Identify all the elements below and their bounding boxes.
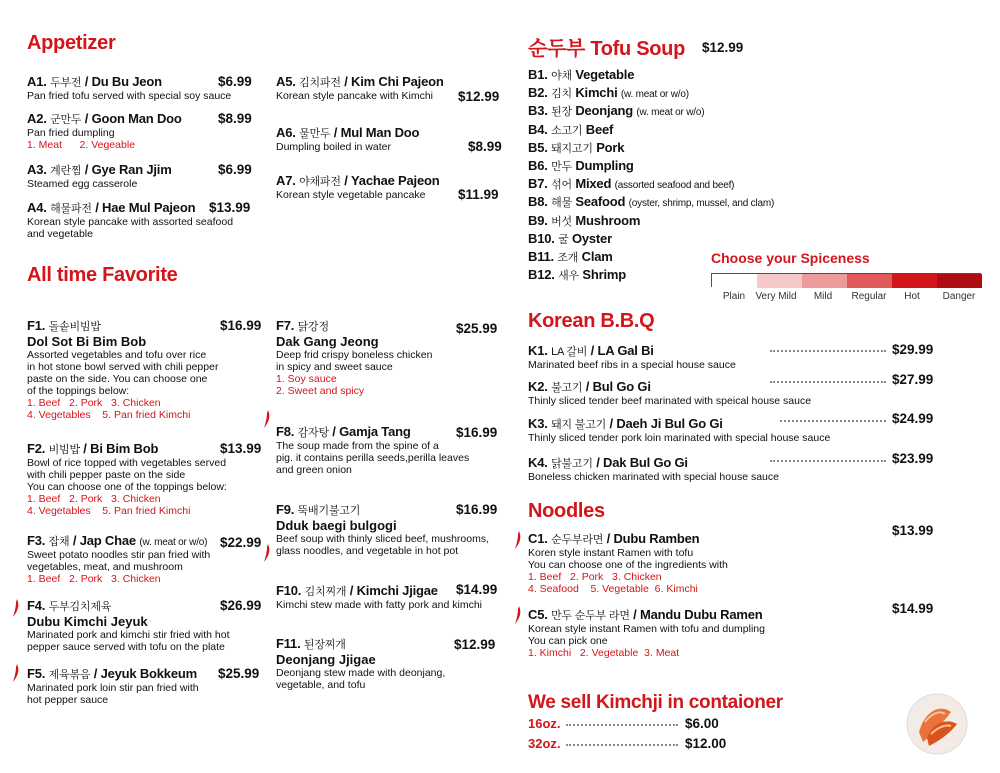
chili-pepper-icon (263, 544, 271, 562)
menu-item-a2: A2. 군만두 / Goon Man Doo Pan fried dumpling 1. Meat 2. Vegeable (27, 111, 255, 151)
item-price: $14.99 (456, 582, 498, 597)
item-code: K1. (528, 343, 548, 358)
menu-item-f8: F8. 감자탕 / Gamja Tang The soup made from the spine of a pig. it contains perilla seeds,perilla leaves and green onion (276, 424, 506, 476)
chili-pepper-icon (514, 531, 522, 549)
item-description-line: paste on the side. You can choose one (27, 373, 208, 385)
item-name: Oyster (571, 230, 612, 246)
item-korean-name: 김치 (551, 88, 572, 101)
item-korean-name: 김치파전 (299, 77, 341, 89)
item-code: B4. (528, 121, 548, 137)
leader-dots (566, 724, 678, 726)
item-name: Dduk baegi bulgogi (276, 518, 397, 533)
item-code: C5. (528, 607, 548, 622)
item-name: Clam (581, 248, 613, 264)
item-code: B3. (528, 103, 548, 119)
item-name: Mul Man Doo (340, 125, 420, 140)
item-description-line: in spicy and sweet sauce (276, 361, 393, 373)
item-korean-name: 돌솥비빔밥 (48, 321, 101, 333)
item-code: B6. (528, 157, 548, 173)
item-name: Mixed (575, 176, 612, 192)
item-price: $22.99 (220, 535, 262, 550)
item-code: F8. (276, 424, 295, 439)
item-description-line: of the toppings below: (27, 385, 130, 397)
spice-label: Plain (722, 291, 746, 302)
menu-item-k2: K2. 불고기 / Bul Go Gi Thinly sliced tender beef marinated with speical house sauce (528, 379, 812, 407)
item-options-line: 1. Beef 2. Pork 3. Chicken (27, 493, 161, 505)
item-korean-name: 야채 (551, 70, 572, 82)
item-code: B12. (528, 267, 555, 283)
leader-dots (780, 420, 886, 422)
menu-item-a6: A6. 물만두 / Mul Man Doo Dumpling boiled in water (276, 125, 504, 153)
tofu-soup-heading (528, 32, 685, 61)
tofu-item (528, 103, 774, 121)
spice-level-regular (847, 274, 892, 288)
tofu-soup-price: $12.99 (702, 40, 744, 55)
item-name: Gamja Tang (339, 424, 411, 439)
tofu-soup-heading-korean: 순두부 (528, 38, 586, 60)
item-name: Goon Man Doo (91, 111, 182, 126)
item-description-line: Marinated pork loin stir pan fried with (27, 682, 199, 694)
item-korean-name: 순두부라면 (551, 534, 604, 546)
item-korean-name: 새우 (558, 270, 579, 283)
menu-item-a7: A7. 야채파전 / Yachae Pajeon Korean style vegetable pancake (276, 173, 504, 201)
item-name: Dumpling (575, 157, 634, 173)
item-name: Seafood (575, 194, 626, 210)
item-options-line: 4. Vegetables 5. Pan fried Kimchi (27, 505, 191, 517)
item-price: $13.99 (209, 200, 251, 215)
item-code: F9. (276, 502, 295, 517)
item-name: Gye Ran Jjim (91, 162, 172, 177)
item-price: $26.99 (220, 598, 262, 613)
item-code: B2. (528, 85, 548, 101)
menu-item-a1: A1. 두부전 / Du Bu Jeon Pan fried tofu served with special soy sauce (27, 74, 255, 102)
tofu-item (528, 213, 774, 231)
item-korean-name: 닭강정 (297, 321, 329, 333)
menu-item-c1: C1. 순두부라면 / Dubu Ramben Koren style instant Ramen with tofu You can choose one of the ingredients with 1. Beef 2. Pork 3. Chicken 4. Seafood 5. Vegetable 6. Kimchi (528, 531, 728, 595)
item-name: Kimchi (575, 85, 618, 101)
item-code: B8. (528, 194, 548, 210)
item-description: Thinly sliced tender pork loin marinated with special house sauce (528, 432, 831, 444)
item-name: Du Bu Jeon (91, 74, 162, 89)
item-korean-name: 만두 순두부 라면 (551, 610, 630, 622)
item-korean-name: 두부전 (50, 77, 82, 89)
item-korean-name: 계란찜 (50, 165, 82, 177)
item-korean-name: 뚝배기불고기 (297, 505, 361, 517)
item-description-line: pig. it contains perilla seeds,perilla leaves (276, 452, 470, 464)
item-korean-name: 된장 (551, 106, 572, 119)
item-description-line: pepper sauce served with tofu on the plate (27, 641, 225, 653)
leader-dots (770, 381, 886, 383)
item-code: A5. (276, 74, 296, 89)
item-price: $8.99 (218, 111, 252, 126)
item-description-line: hot pepper sauce (27, 694, 109, 706)
item-korean-name: 된장찌개 (303, 639, 346, 651)
item-price: $16.99 (220, 318, 262, 333)
spice-level-mild (802, 274, 847, 288)
item-code: K2. (528, 379, 548, 394)
item-description-line: Bowl of rice topped with vegetables served (27, 457, 227, 469)
kimchi-size-32: 32oz. (528, 736, 561, 751)
spice-label: Very Mild (755, 291, 797, 302)
item-price: $12.99 (458, 89, 500, 104)
item-code: F2. (27, 441, 46, 456)
chili-pepper-icon (12, 599, 20, 617)
item-name: Dubu Ramben (613, 531, 700, 546)
item-code: F7. (276, 318, 295, 333)
item-name: Dubu Kimchi Jeyuk (27, 614, 148, 629)
item-code: F10. (276, 583, 302, 598)
item-note: (w. meat or w/o) (636, 107, 705, 119)
item-price: $27.99 (892, 372, 934, 387)
item-description-line: The soup made from the spine of a (276, 440, 439, 452)
item-name: Shrimp (582, 267, 626, 283)
item-korean-name: 닭불고기 (551, 458, 593, 470)
item-name: Deonjang (575, 103, 633, 119)
item-description-line: Deep frid crispy boneless chicken (276, 349, 433, 361)
spice-level-very-mild (757, 274, 802, 288)
bbq-heading: Korean B.B.Q (528, 310, 655, 332)
item-name: Jap Chae (79, 533, 136, 548)
item-price: $23.99 (892, 451, 934, 466)
tofu-item (528, 140, 774, 158)
item-note: (oyster, shrimp, mussel, and clam) (628, 198, 775, 210)
leader-dots (770, 460, 886, 462)
menu-item-f1 (27, 318, 257, 421)
item-description: and vegetable (27, 228, 93, 240)
item-korean-name: 불고기 (551, 382, 583, 394)
item-price: $13.99 (220, 441, 262, 456)
item-price: $14.99 (892, 601, 934, 616)
item-price: $11.99 (458, 187, 499, 202)
item-code: B9. (528, 212, 548, 228)
item-korean-name: LA 갈비 (551, 346, 588, 358)
spice-label: Regular (851, 291, 887, 302)
item-description-line: Assorted vegetables and tofu over rice (27, 349, 207, 361)
item-name: LA Gal Bi (597, 343, 654, 358)
kimchi-heading: We sell Kimchji in contaioner (528, 692, 783, 713)
tofu-item (528, 85, 774, 103)
item-options: 1. Meat 2. Vegeable (27, 139, 135, 151)
item-korean-name: 조개 (557, 251, 579, 264)
item-code: F4. (27, 598, 46, 613)
menu-item-f2: F2. 비빔밥 / Bi Bim Bob Bowl of rice topped with vegetables served with chili pepper paste on the side You can choose one of the toppings below: 1. Beef 2. Pork 3. Chicken 4. Vegetables 5. Pan fried Kimchi (27, 441, 262, 517)
item-code: A7. (276, 173, 296, 188)
item-description-line: and green onion (276, 464, 352, 476)
tofu-item (528, 158, 774, 176)
item-description-line: You can pick one (528, 635, 608, 647)
tofu-item (528, 231, 774, 249)
spice-scale-title: Choose your Spiceness (711, 250, 870, 266)
item-korean-name: 굴 (558, 233, 569, 246)
menu-item-k1: K1. LA 갈비 / LA Gal Bi Marinated beef ribs in a special house sauce (528, 343, 736, 371)
item-korean-name: 물만두 (299, 128, 331, 140)
item-price: $6.99 (218, 74, 252, 89)
kimchi-price-32: $12.00 (685, 736, 727, 751)
item-description: Thinly sliced tender beef marinated with speical house sauce (528, 395, 812, 407)
item-name: Beef (585, 121, 614, 137)
item-korean-name: 돼지고기 (551, 142, 593, 155)
appetizer-heading: Appetizer (27, 32, 116, 54)
item-korean-name: 비빔밥 (48, 444, 80, 456)
item-price: $16.99 (456, 502, 498, 517)
spice-label: Mild (813, 291, 833, 302)
item-korean-name: 만두 (551, 160, 572, 173)
item-name: Hae Mul Pajeon (102, 200, 196, 215)
item-korean-name: 잡채 (48, 536, 70, 548)
item-options-line: 1. Beef 2. Pork 3. Chicken (528, 571, 662, 583)
item-code: K3. (528, 416, 548, 431)
item-code: A6. (276, 125, 296, 140)
item-description-line: Korean style instant Ramen with tofu and dumpling (528, 623, 765, 635)
item-code: C1. (528, 531, 548, 546)
item-code: F5. (27, 666, 46, 681)
item-korean-name: 군만두 (50, 114, 82, 126)
item-name: Vegetable (575, 67, 635, 82)
item-description-line: vegetables, meat, and mushroom (27, 561, 183, 573)
item-name: Jeyuk Bokkeum (100, 666, 197, 681)
item-code: A4. (27, 200, 47, 215)
item-options-line: 2. Sweet and spicy (276, 385, 365, 397)
item-name: Bi Bim Bob (90, 441, 159, 456)
tofu-item (528, 122, 774, 140)
item-description: Korean style pancake with Kimchi (276, 90, 433, 102)
tofu-item (528, 194, 774, 212)
tofu-item (528, 176, 774, 194)
item-code: A3. (27, 162, 47, 177)
item-note: (assorted seafood and beef) (614, 180, 735, 192)
tofu-item (528, 67, 774, 85)
item-korean-name: 해물파전 (50, 203, 92, 215)
item-price: $25.99 (218, 666, 260, 681)
menu-item-a3: A3. 계란찜 / Gye Ran Jjim Steamed egg casserole (27, 162, 255, 190)
item-korean-name: 버섯 (551, 215, 572, 228)
item-options-line: 1. Beef 2. Pork 3. Chicken (27, 573, 161, 585)
item-options-line: 1. Beef 2. Pork 3. Chicken (27, 397, 161, 409)
item-description: Pan fried tofu served with special soy sauce (27, 90, 232, 102)
item-price: $13.99 (892, 523, 934, 538)
menu-item-c5: C5. 만두 순두부 라면 / Mandu Dubu Ramen Korean style instant Ramen with tofu and dumpling You can pick one 1. Kimchi 2. Vegetable 3. Meat (528, 607, 765, 659)
item-name: Dak Bul Go Gi (603, 455, 688, 470)
item-code: F11. (276, 636, 301, 651)
item-name: Mandu Dubu Ramen (640, 607, 763, 622)
item-description-line: in hot stone bowl served with chili pepper (27, 361, 219, 373)
item-korean-name: 감자탕 (297, 427, 329, 439)
item-name: Bul Go Gi (592, 379, 651, 394)
item-price: $8.99 (468, 139, 502, 154)
leader-dots (566, 744, 678, 746)
tofu-soup-heading-english: Tofu Soup (590, 38, 686, 60)
item-name: Kim Chi Pajeon (351, 74, 444, 89)
item-code: B10. (528, 230, 555, 246)
kimchi-photo (905, 692, 969, 756)
item-korean-name: 두부김치제육 (48, 601, 112, 613)
item-description: Marinated beef ribs in a special house sauce (528, 359, 736, 371)
item-code: F3. (27, 533, 46, 548)
item-name: Dak Gang Jeong (276, 334, 379, 349)
item-code: A2. (27, 111, 47, 126)
item-options-line: 4. Vegetables 5. Pan fried Kimchi (27, 409, 191, 421)
menu-item-k3: K3. 돼지 불고기 / Daeh Ji Bul Go Gi Thinly sliced tender pork loin marinated with special house sauce (528, 416, 831, 444)
spice-scale-bar (711, 273, 981, 287)
spice-level-hot (892, 274, 937, 288)
chili-pepper-icon (12, 664, 20, 682)
item-description-line: Koren style instant Ramen with tofu (528, 547, 694, 559)
item-name: Daeh Ji Bul Go Gi (616, 416, 723, 431)
menu-item-f10: F10. 김치찌개 / Kimchi Jjigae Kimchi stew made with fatty pork and kimchi (276, 583, 506, 611)
item-price: $29.99 (892, 342, 934, 357)
item-description-line: Sweet potato noodles stir pan fried with (27, 549, 211, 561)
item-price: $16.99 (456, 425, 498, 440)
item-description-line: Deonjang stew made with deonjang, (276, 667, 446, 679)
leader-dots (770, 350, 886, 352)
item-code: K4. (528, 455, 548, 470)
item-description-line: Marinated pork and kimchi stir fried with hot (27, 629, 230, 641)
item-description-line: Kimchi stew made with fatty pork and kimchi (276, 599, 482, 611)
item-description: Korean style vegetable pancake (276, 189, 426, 201)
kimchi-size-16: 16oz. (528, 716, 561, 731)
menu-item-f3: F3. 잡채 / Jap Chae (w. meat or w/o) Sweet potato noodles stir pan fried with vegetables, meat, and mushroom 1. Beef 2. Pork 3. Chicken (27, 533, 262, 585)
noodles-heading: Noodles (528, 500, 605, 522)
item-description: Boneless chicken marinated with special house sauce (528, 471, 779, 483)
item-korean-name: 야채파전 (299, 176, 341, 188)
item-name: Kimchi Jjigae (356, 583, 438, 598)
item-code: B1. (528, 67, 548, 82)
item-name: Mushroom (575, 212, 641, 228)
item-korean-name: 김치찌개 (304, 586, 347, 598)
item-name: Pork (596, 139, 625, 155)
item-description: Korean style pancake with assorted seafood (27, 216, 234, 228)
item-description-line: You can choose one of the toppings below: (27, 481, 227, 493)
item-note: (w. meat or w/o) (620, 89, 689, 101)
item-description-line: vegetable, and tofu (276, 679, 366, 691)
item-options-line: 4. Seafood 5. Vegetable 6. Kimchi (528, 583, 698, 595)
item-description: Steamed egg casserole (27, 178, 138, 190)
item-description-line: glass noodles, and vegetable in hot pot (276, 545, 459, 557)
item-price: $25.99 (456, 321, 498, 336)
favorite-heading: All time Favorite (27, 264, 178, 286)
spice-label: Danger (942, 291, 976, 302)
menu-item-k4: K4. 닭불고기 / Dak Bul Go Gi Boneless chicken marinated with special house sauce (528, 455, 779, 483)
item-code: F1. (27, 318, 46, 333)
item-korean-name: 해물 (551, 197, 572, 210)
chili-pepper-icon (263, 410, 271, 428)
item-options-line: 1. Kimchi 2. Vegetable 3. Meat (528, 647, 680, 659)
spice-level-plain (712, 274, 757, 288)
menu-item-a4: A4. 해물파전 / Hae Mul Pajeon Korean style pancake with assorted seafood and vegetable (27, 200, 255, 240)
item-code: B5. (528, 139, 548, 155)
kimchi-price-16: $6.00 (685, 716, 719, 731)
item-code: B11. (528, 248, 554, 264)
spice-level-danger (937, 274, 982, 288)
item-korean-name: 소고기 (551, 124, 583, 137)
menu-item-f5: F5. 제육볶음 / Jeyuk Bokkeum Marinated pork loin stir pan fried with hot pepper sauce (27, 666, 267, 706)
menu-item-a5: A5. 김치파전 / Kim Chi Pajeon Korean style pancake with Kimchi (276, 74, 504, 102)
spice-label: Hot (904, 291, 920, 302)
item-description: Pan fried dumpling (27, 127, 115, 139)
item-code: B7. (528, 176, 548, 192)
item-name: Dol Sot Bi Bim Bob (27, 334, 147, 349)
item-note: (w. meat or w/o) (139, 537, 208, 548)
item-price: $24.99 (892, 411, 934, 426)
item-options-line: 1. Soy sauce (276, 373, 337, 385)
item-name: Deonjang Jjigae (276, 652, 376, 667)
item-description-line: Beef soup with thinly sliced beef, mushrooms, (276, 533, 490, 545)
item-name: Yachae Pajeon (351, 173, 440, 188)
item-price: $6.99 (218, 162, 252, 177)
item-korean-name: 제육볶음 (48, 669, 91, 681)
item-code: A1. (27, 74, 47, 89)
chili-pepper-icon (514, 606, 522, 624)
item-price: $12.99 (454, 637, 496, 652)
item-description: Dumpling boiled in water (276, 141, 391, 153)
item-description-line: You can choose one of the ingredients with (528, 559, 728, 571)
item-korean-name: 섞어 (551, 179, 572, 192)
item-korean-name: 돼지 불고기 (551, 419, 607, 431)
item-description-line: with chili pepper paste on the side (27, 469, 186, 481)
